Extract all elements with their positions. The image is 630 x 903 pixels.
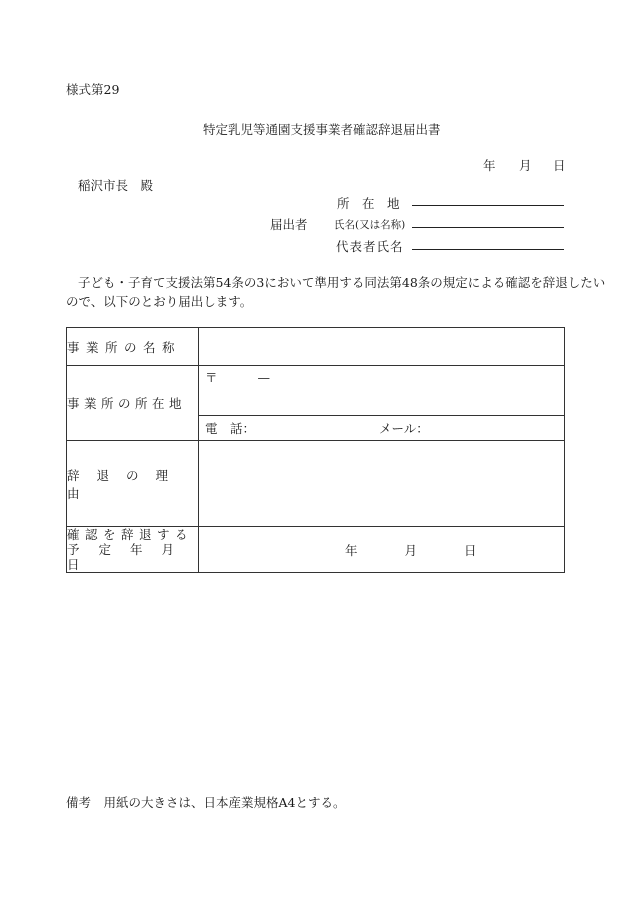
postal-address-field[interactable] bbox=[199, 366, 565, 416]
office-address-label-cell bbox=[67, 366, 199, 441]
table-row bbox=[67, 366, 565, 416]
contact-field[interactable] bbox=[199, 416, 565, 441]
applicant-rep-field[interactable] bbox=[412, 249, 564, 250]
office-name-label bbox=[67, 338, 198, 356]
office-name-label-text: 事業所の名称 bbox=[67, 339, 182, 355]
table-row bbox=[67, 527, 565, 573]
office-name-field[interactable] bbox=[199, 328, 565, 366]
form-title: 特定乳児等通園支援事業者確認辞退届出書 bbox=[203, 122, 441, 137]
table-row bbox=[67, 441, 565, 527]
planned-date-year: 年 bbox=[345, 542, 358, 558]
applicant-rep-label: 代表者氏名 bbox=[336, 239, 404, 254]
planned-date-label-cell bbox=[67, 527, 199, 573]
planned-date-field[interactable] bbox=[199, 527, 565, 573]
remarks: 備考 用紙の大きさは、日本産業規格A4とする。 bbox=[66, 795, 346, 810]
planned-date-day: 日 bbox=[464, 542, 477, 558]
planned-date-label-line1: 確認を辞退する bbox=[67, 527, 194, 542]
date-month-label: 月 bbox=[519, 158, 532, 173]
applicant-address-field[interactable] bbox=[412, 205, 564, 206]
addressee: 稲沢市長 殿 bbox=[78, 178, 154, 193]
body-text-line2: ので、以下のとおり届出します。 bbox=[66, 294, 253, 309]
applicant-name-label: 氏名(又は名称) bbox=[334, 219, 406, 231]
table-row bbox=[67, 328, 565, 366]
date-year-label: 年 bbox=[483, 158, 496, 173]
postal-mark: 〒 bbox=[205, 370, 218, 385]
applicant-group-label: 届出者 bbox=[270, 217, 308, 232]
body-text-line1: 子ども・子育て支援法第54条の3において準用する同法第48条の規定による確認を辞退したい bbox=[78, 275, 606, 290]
reason-label: 辞退の理由 bbox=[67, 467, 186, 501]
form-number: 様式第29 bbox=[66, 82, 120, 97]
reason-label-cell bbox=[67, 441, 199, 527]
planned-date-label-line2: 予定年月日 bbox=[67, 542, 194, 572]
postal-dash: — bbox=[257, 370, 270, 385]
form-table bbox=[66, 327, 565, 573]
office-address-label: 事業所の所在地 bbox=[67, 396, 187, 411]
phone-label: 電 話： bbox=[205, 421, 256, 436]
office-name-label-cell bbox=[67, 328, 199, 366]
mail-label: メール： bbox=[379, 421, 429, 436]
planned-date-month: 月 bbox=[404, 542, 418, 558]
applicant-address-label: 所 在 地 bbox=[337, 196, 400, 211]
date-day-label: 日 bbox=[553, 158, 566, 173]
reason-field[interactable] bbox=[199, 441, 565, 527]
applicant-name-field[interactable] bbox=[412, 227, 564, 228]
